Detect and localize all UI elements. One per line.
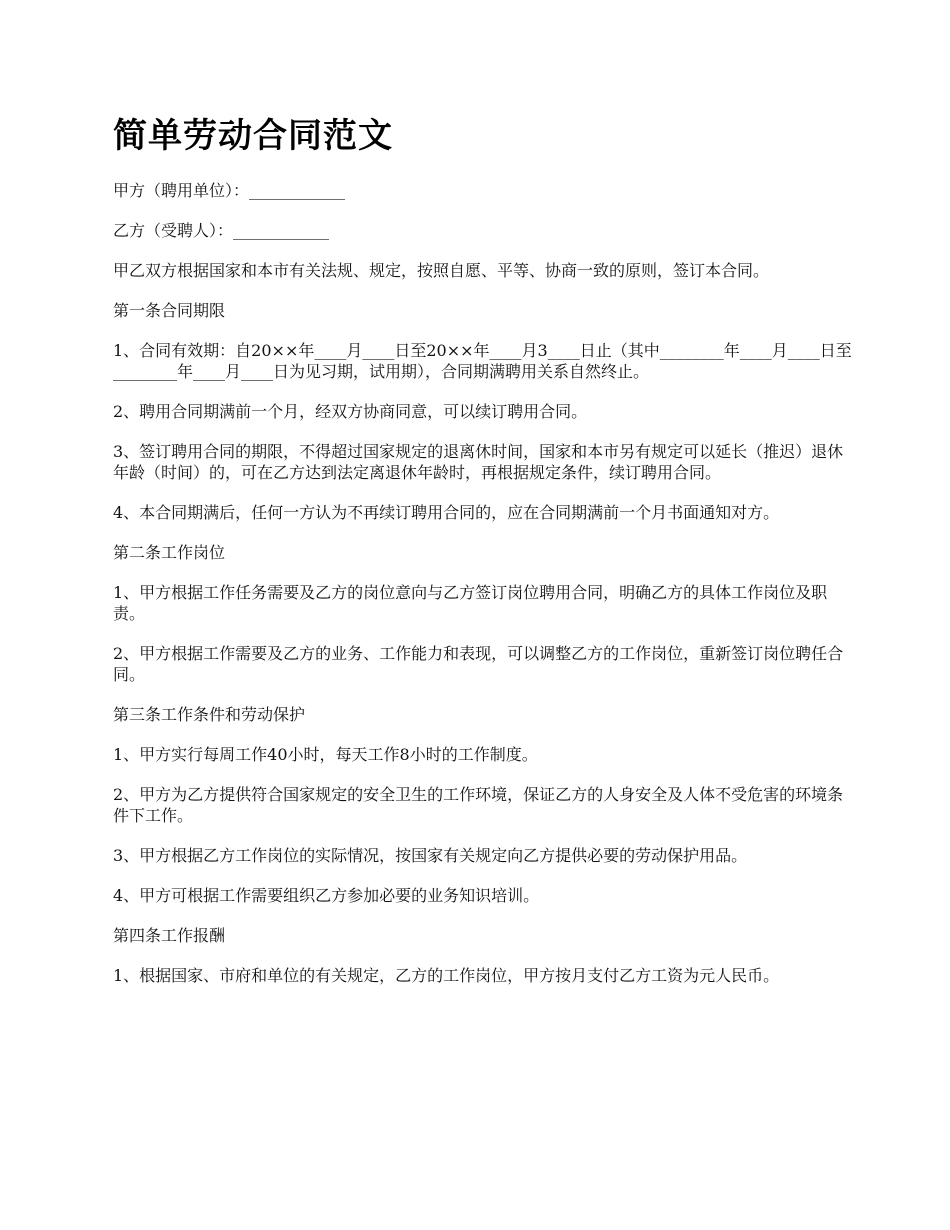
clause-paragraph: 1、甲方根据工作任务需要及乙方的岗位意向与乙方签订岗位聘用合同，明确乙方的具体工作岗位及职责。 [113, 583, 828, 623]
clause-paragraph: 1、合同有效期：自20××年____月____日至20××年____月3____日止（其中________年____月____日至________年____月____日为见习期，试用期），合同期满聘用关系自然终止。 [113, 341, 852, 381]
section-heading-remuneration: 第四条工作报酬 [113, 926, 226, 945]
clause-paragraph: 1、甲方实行每周工作40小时，每天工作8小时的工作制度。 [113, 745, 538, 764]
party-a-line: 甲方（聘用单位）：____________ [113, 181, 346, 200]
clause-paragraph: 3、签订聘用合同的期限，不得超过国家规定的退离休时间，国家和本市另有规定可以延长（推迟）退休年龄（时间）的，可在乙方达到法定离退休年龄时，再根据规定条件，续订聘用合同。 [113, 442, 844, 482]
clause-paragraph: 4、本合同期满后，任何一方认为不再续订聘用合同的，应在合同期满前一个月书面通知对方。 [113, 503, 780, 522]
document-title: 简单劳动合同范文 [113, 116, 393, 156]
party-b-line: 乙方（受聘人）：____________ [113, 221, 330, 240]
clause-paragraph: 4、甲方可根据工作需要组织乙方参加必要的业务知识培训。 [113, 886, 540, 905]
clause-paragraph: 2、甲方为乙方提供符合国家规定的安全卫生的工作环境，保证乙方的人身安全及人体不受危害的环境条件下工作。 [113, 785, 844, 825]
clause-paragraph: 2、甲方根据工作需要及乙方的业务、工作能力和表现，可以调整乙方的工作岗位，重新签订岗位聘任合同。 [113, 644, 844, 684]
clause-paragraph: 1、根据国家、市府和单位的有关规定，乙方的工作岗位，甲方按月支付乙方工资为元人民币。 [113, 966, 780, 985]
preamble-paragraph: 甲乙双方根据国家和本市有关法规、规定，按照自愿、平等、协商一致的原则，签订本合同。 [113, 261, 770, 280]
document-page [113, 110, 853, 1005]
section-heading-position: 第二条工作岗位 [113, 543, 226, 562]
clause-paragraph: 3、甲方根据乙方工作岗位的实际情况，按国家有关规定向乙方提供必要的劳动保护用品。 [113, 846, 748, 865]
clause-paragraph: 2、聘用合同期满前一个月，经双方协商同意，可以续订聘用合同。 [113, 402, 588, 421]
section-heading-term: 第一条合同期限 [113, 301, 226, 320]
section-heading-conditions: 第三条工作条件和劳动保护 [113, 705, 306, 724]
